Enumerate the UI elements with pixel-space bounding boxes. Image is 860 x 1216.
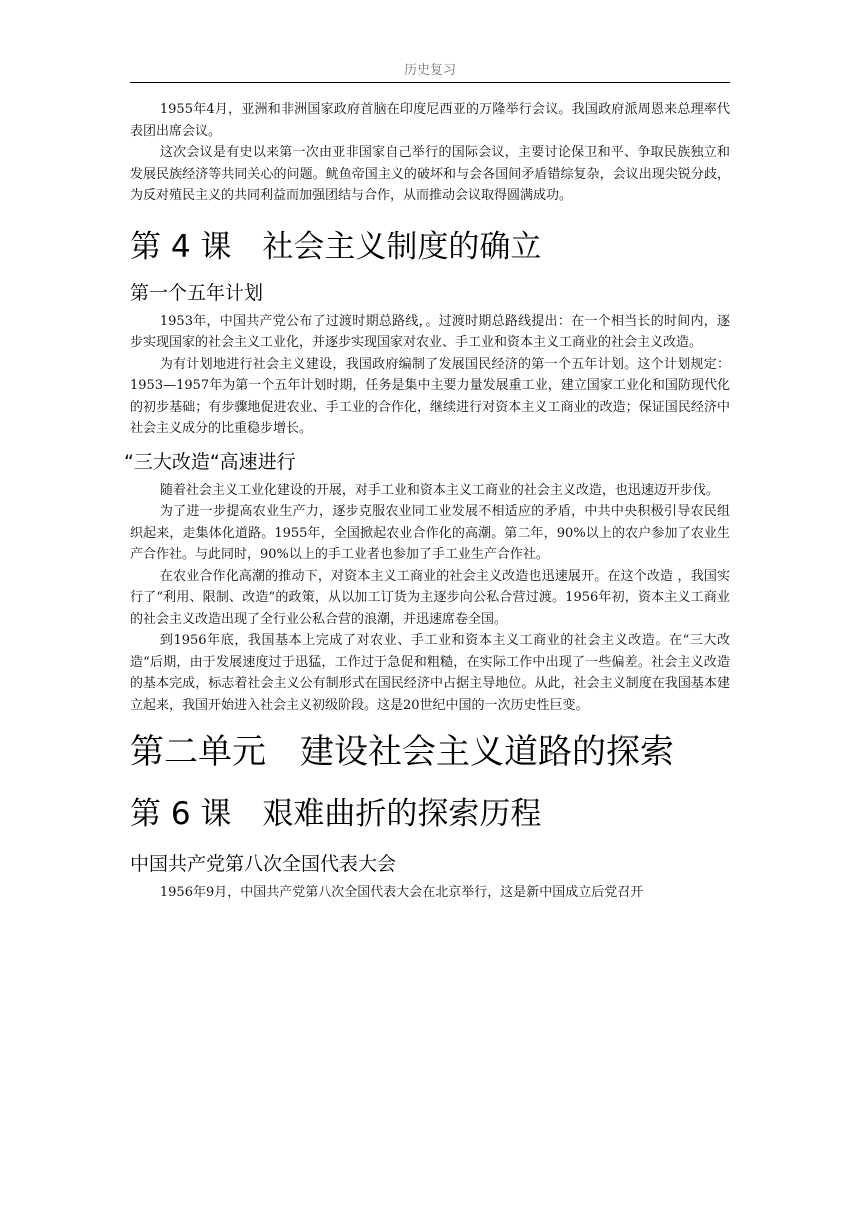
page-header: 历史复习 — [403, 63, 456, 78]
paragraph: 在农业合作化高潮的推动下，对资本主义工商业的社会主义改造也迅速展开。在这个改造 ，我国实行了“利用、限制、改造“的政策，从以加工订货为主逐步向公私合营过渡。1956年初，资本主义工商业的社会主义改造出现了全行业公私合营的浪潮，并迅速席卷全国。 — [130, 568, 730, 627]
section-heading-three-reforms: “三大改造“高速进行 — [124, 450, 296, 473]
paragraph: 到1956年底，我国基本上完成了对农业、手工业和资本主义工商业的社会主义改造。在“三大改造“后期，由于发展速度过于迅猛，工作过于急促和粗糙，在实际工作中出现了一些偏差。社会主义改造的基本完成，标志着社会主义公有制形式在国民经济中占据主导地位。从此，社会主义制度在我国基本建立起来，我国开始进入社会主义初级阶段。这是20世纪中国的一次历史性巨变。 — [130, 633, 730, 713]
paragraph: 这次会议是有史以来第一次由亚非国家自己举行的国际会议，主要讨论保卫和平、争取民族独立和发展民族经济等共同关心的问题。鱿鱼帝国主义的破坏和与会各国间矛盾错综复杂，会议出现尖锐分歧，为反对殖民主义的共同利益而加强团结与合作，从而推动会议取得圆满成功。 — [130, 145, 730, 203]
document-body — [124, 99, 730, 904]
paragraph: 为有计划地进行社会主义建设，我国政府编制了发展国民经济的第一个五年计划。这个计划规定：1953—1957年为第一个五年计划时期，任务是集中主要力量发展重工业，建立国家工业化和国防现代化的初步基础；有步骤地促进农业、手工业的合作化，继续进行对资本主义工商业的改造；保证国民经济中社会主义成分的比重稳步增长。 — [130, 356, 730, 436]
lesson-6-heading: 第 6 课 艰难曲折的探索历程 — [130, 796, 542, 832]
paragraph: 随着社会主义工业化建设的开展，对手工业和资本主义工商业的社会主义改造，也迅速迈开步伐。 — [159, 482, 719, 498]
paragraph: 为了进一步提高农业生产力，逐步克服农业同工业发展不相适应的矛盾，中共中央积极引导农民组织起来，走集体化道路。1955年，全国掀起农业合作化的高潮。第二年，90%以上的农户参加了农业生产合作社。与此同时，90%以上的手工业者也参加了手工业生产合作社。 — [130, 504, 730, 562]
paragraph: 1955年4月，亚洲和非洲国家政府首脑在印度尼西亚的万隆举行会议。我国政府派周恩来总理率代表团出席会议。 — [130, 102, 730, 139]
lesson-4-heading: 第 4 课 社会主义制度的确立 — [130, 228, 542, 265]
section-heading-five-year-plan: 第一个五年计划 — [130, 281, 264, 304]
paragraph: 1953年，中国共产党公布了过渡时期总路线，。过渡时期总路线提出：在一个相当长的时间内，逐步实现国家的社会主义工业化，并逐步实现国家对农业、手工业和资本主义工商业的社会主义改造。 — [130, 313, 730, 350]
header-divider — [130, 82, 730, 83]
paragraph: 1956年9月，中国共产党第八次全国代表大会在北京举行，这是新中国成立后党召开 — [159, 885, 644, 900]
section-heading-eighth-congress: 中国共产党第八次全国代表大会 — [130, 853, 397, 875]
unit-2-heading: 第二单元 建设社会主义道路的探索 — [130, 732, 674, 772]
